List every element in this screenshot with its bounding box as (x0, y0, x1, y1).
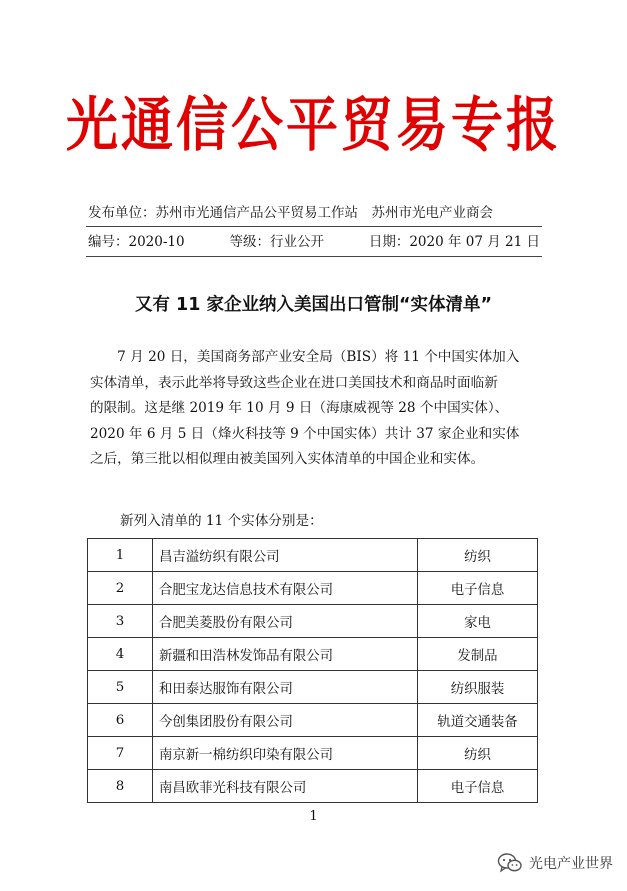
entity-industry: 纺织服装 (418, 671, 538, 704)
article-paragraph (90, 345, 537, 473)
entity-number: 3 (88, 605, 153, 638)
entity-number: 4 (88, 638, 153, 671)
table-row (88, 770, 538, 803)
divider-bottom (86, 256, 542, 257)
entity-industry: 电子信息 (418, 770, 538, 803)
doc-level: 等级：行业公开 (229, 234, 324, 250)
wechat-icon (497, 852, 523, 874)
paragraph-line: 之后，第三批以相似理由被美国列入实体清单的中国企业和实体。 (90, 451, 485, 467)
entity-name: 合肥美菱股份有限公司 (153, 605, 418, 638)
table-row (88, 572, 538, 605)
entity-name: 合肥宝龙达信息技术有限公司 (153, 572, 418, 605)
table-row (88, 737, 538, 770)
entity-industry: 轨道交通装备 (418, 704, 538, 737)
table-row (88, 638, 538, 671)
paragraph-line: 的限制。这是继 2019 年 10 月 9 日（海康威视等 28 个中国实体）、 (90, 400, 509, 416)
publisher-text: 发布单位：苏州市光通信产品公平贸易工作站 苏州市光电产业商会 (88, 205, 493, 221)
entity-number: 1 (88, 539, 153, 572)
watermark-text: 光电产业世界 (529, 856, 613, 872)
entity-number: 2 (88, 572, 153, 605)
entity-name: 南昌欧菲光科技有限公司 (153, 770, 418, 803)
entity-industry: 纺织 (418, 539, 538, 572)
table-row (88, 539, 538, 572)
doc-number: 编号：2020-10 (88, 234, 185, 250)
entity-industry: 家电 (418, 605, 538, 638)
entity-name: 新疆和田浩林发饰品有限公司 (153, 638, 418, 671)
table-row (88, 605, 538, 638)
entity-name: 昌吉溢纺织有限公司 (153, 539, 418, 572)
table-row (88, 671, 538, 704)
entity-industry: 纺织 (418, 737, 538, 770)
entity-name: 南京新一棉纺织印染有限公司 (153, 737, 418, 770)
doc-date: 日期：2020 年 07 月 21 日 (368, 234, 540, 250)
entity-industry: 电子信息 (418, 572, 538, 605)
table-intro: 新列入清单的 11 个实体分别是： (120, 513, 323, 529)
entity-table (87, 538, 538, 803)
masthead-title: 光通信公平贸易专报 (65, 92, 561, 160)
article-title: 又有 11 家企业纳入美国出口管制“实体清单” (134, 295, 493, 315)
paragraph-line: 7 月 20 日，美国商务部产业安全局（BIS）将 11 个中国实体加入 (90, 349, 520, 365)
paragraph-line: 实体清单，表示此举将导致这些企业在进口美国技术和商品时面临新 (90, 374, 498, 391)
entity-number: 6 (88, 704, 153, 737)
entity-name: 今创集团股份有限公司 (153, 704, 418, 737)
entity-industry: 发制品 (418, 638, 538, 671)
entity-name: 和田泰达服饰有限公司 (153, 671, 418, 704)
entity-number: 7 (88, 737, 153, 770)
publisher-line (88, 202, 540, 224)
entity-number: 8 (88, 770, 153, 803)
divider-top (86, 226, 542, 227)
entity-number: 5 (88, 671, 153, 704)
paragraph-line: 2020 年 6 月 5 日（烽火科技等 9 个中国实体）共计 37 家企业和实体 (90, 425, 520, 442)
page-number: 1 (309, 809, 318, 824)
table-row (88, 704, 538, 737)
wechat-watermark (497, 852, 613, 874)
doc-info-line (88, 231, 540, 253)
